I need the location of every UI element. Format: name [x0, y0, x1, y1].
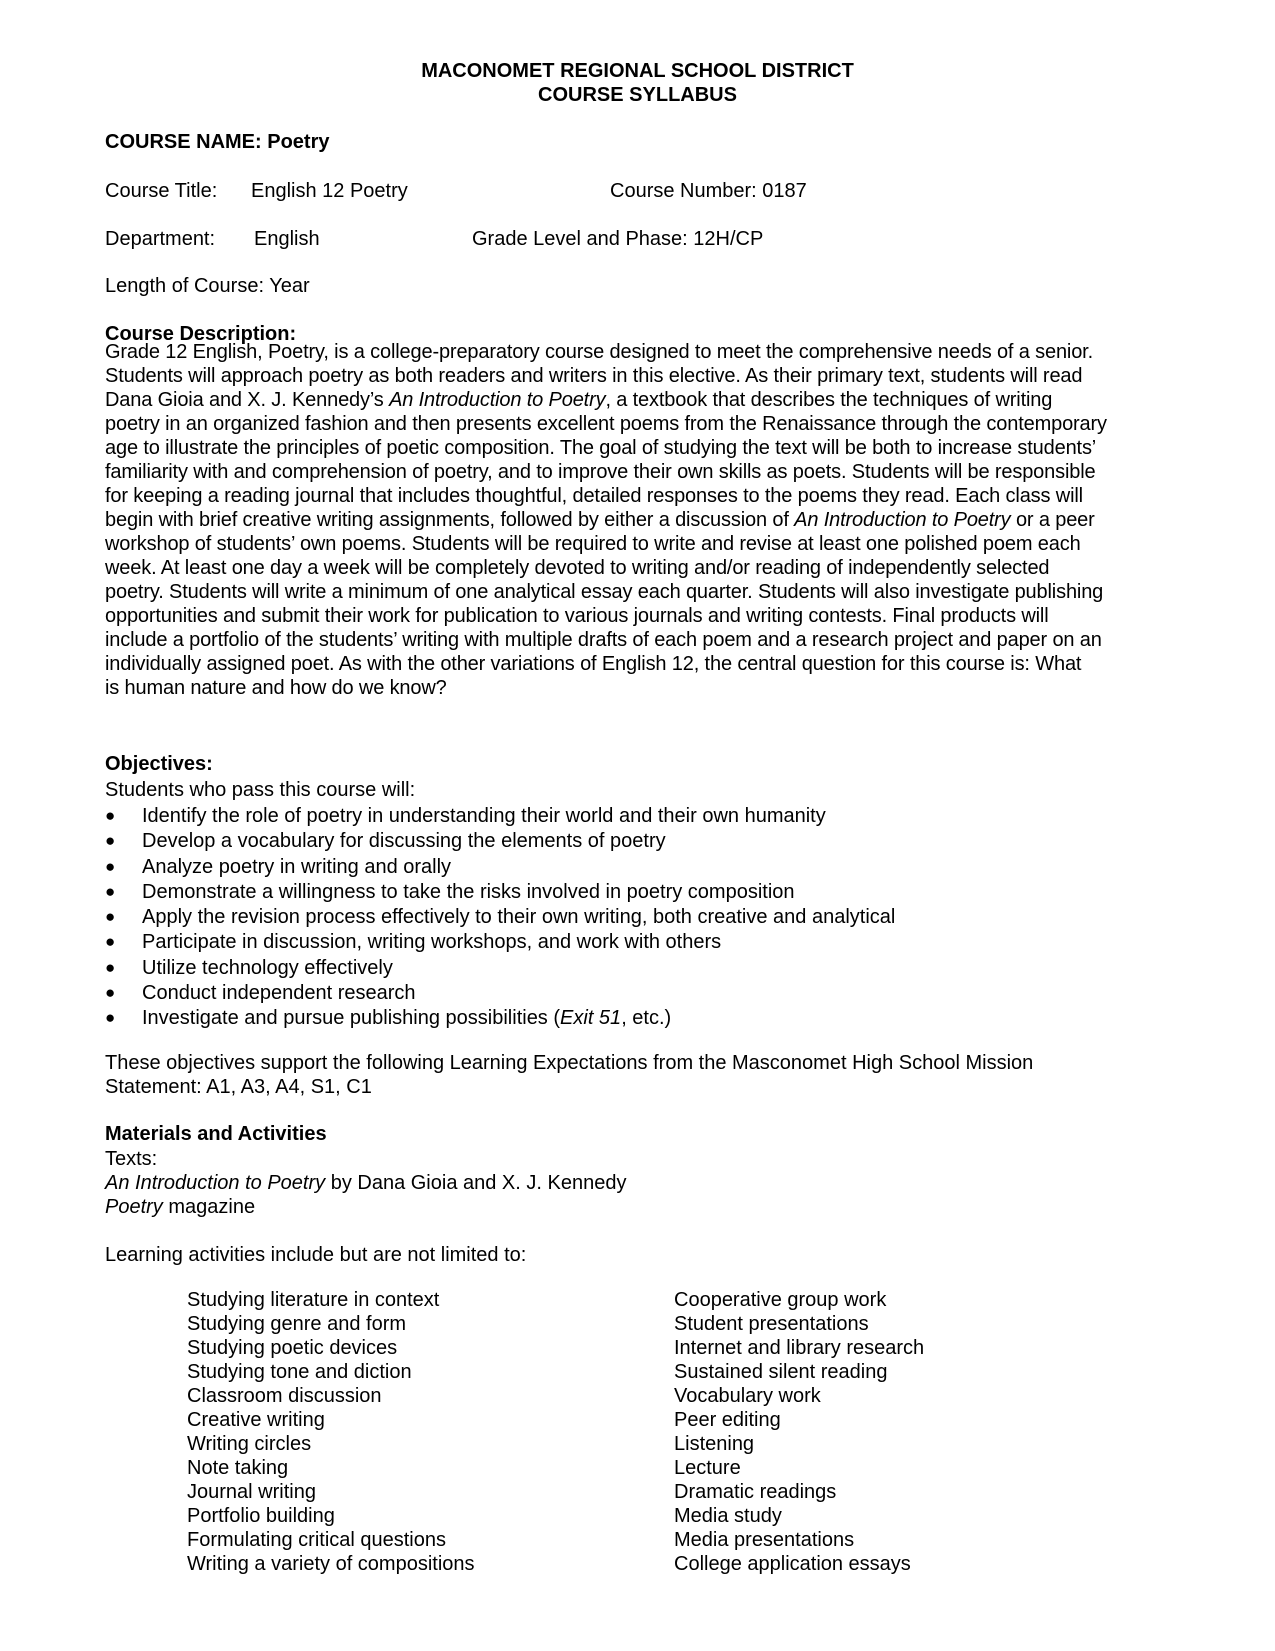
activity-item: Studying literature in context — [187, 1289, 440, 1311]
course-title-value: English 12 Poetry — [251, 180, 408, 202]
activity-item: Studying genre and form — [187, 1313, 407, 1335]
objective-item — [105, 880, 895, 905]
bullet-icon: ● — [105, 806, 116, 825]
bullet-icon: ● — [105, 881, 116, 901]
course-number: Course Number: 0187 — [610, 180, 807, 202]
activities-left-column — [187, 1288, 475, 1576]
text-run: Develop a vocabulary for discussing the elements of poetry — [142, 830, 666, 853]
activity-item: Sustained silent reading — [674, 1361, 888, 1383]
text-2-rest: magazine — [162, 1196, 256, 1218]
activity-item: Note taking — [187, 1457, 289, 1479]
description-line — [105, 388, 1175, 412]
italic-title: Exit 51 — [560, 1007, 622, 1030]
text-1 — [105, 1171, 626, 1195]
course-length: Length of Course: Year — [105, 275, 310, 297]
activity-item: Cooperative group work — [674, 1289, 887, 1311]
text-run: poetry. Students will write a minimum of one analytical essay each quarter. Students will also investigate publishing — [105, 581, 1104, 603]
description-line — [105, 484, 1175, 508]
text-run: Participate in discussion, writing workshops, and work with others — [142, 931, 722, 954]
description-heading: Course Description: — [105, 323, 297, 345]
description-line — [105, 412, 1175, 436]
objectives-heading: Objectives: — [105, 753, 213, 775]
bullet-icon: ● — [105, 856, 116, 876]
bullet-icon: ● — [105, 932, 116, 952]
text-run: poetry in an organized fashion and then presents excellent poems from the Renaissance through the contemporary — [105, 413, 1107, 435]
objective-item — [105, 981, 895, 1006]
description-line — [105, 652, 1175, 676]
text-run: workshop of students’ own poems. Students will be required to write and revise at least one polished poem each — [105, 533, 1081, 555]
activity-item: Dramatic readings — [674, 1481, 837, 1503]
document-header — [0, 59, 1275, 107]
activity-item: Writing circles — [187, 1433, 312, 1455]
description-line — [105, 436, 1175, 460]
texts-label: Texts: — [105, 1148, 158, 1170]
text-1-title: An Introduction to Poetry — [105, 1172, 326, 1194]
description-line — [105, 676, 1175, 700]
objective-item — [105, 956, 895, 981]
description-line — [105, 604, 1175, 628]
description-line — [105, 364, 1175, 388]
description-line — [105, 460, 1175, 484]
text-run: for keeping a reading journal that includes thoughtful, detailed responses to the poems they read. Each class will — [105, 485, 1083, 507]
text-1-authors: by Dana Gioia and X. J. Kennedy — [325, 1172, 627, 1194]
grade-level: Grade Level and Phase: 12H/CP — [472, 228, 764, 250]
bullet-icon: ● — [105, 907, 116, 927]
activity-item: Formulating critical questions — [187, 1529, 446, 1551]
italic-title: An Introduction to Poetry — [794, 509, 1011, 531]
text-run: Dana Gioia and X. J. Kennedy’s — [105, 389, 390, 411]
activities-intro: Learning activities include but are not limited to: — [105, 1244, 527, 1266]
bullet-icon: ● — [105, 1008, 116, 1028]
text-run: begin with brief creative writing assignments, followed by either a discussion of — [105, 509, 795, 531]
learning-expectations-line-2: Statement: A1, A3, A4, S1, C1 — [105, 1076, 372, 1098]
activity-item: Media study — [674, 1505, 782, 1527]
activity-item: Studying poetic devices — [187, 1337, 398, 1359]
activity-item: Peer editing — [674, 1409, 781, 1431]
text-run: individually assigned poet. As with the other variations of English 12, the central question for this course is: What — [105, 653, 1082, 675]
objectives-intro: Students who pass this course will: — [105, 779, 416, 801]
italic-title: An Introduction to Poetry — [389, 389, 606, 411]
description-line — [105, 556, 1175, 580]
description-line — [105, 532, 1175, 556]
description-line — [105, 508, 1175, 532]
text-2 — [105, 1195, 255, 1219]
activities-right-column — [674, 1288, 924, 1576]
description-line — [105, 580, 1175, 604]
objective-item — [105, 855, 895, 880]
objective-item — [105, 930, 895, 955]
course-title-label: Course Title: — [105, 180, 218, 202]
course-description — [105, 340, 1175, 700]
objective-item — [105, 804, 895, 829]
objective-item — [105, 905, 895, 930]
text-run: , a textbook that describes the techniques of writing — [605, 389, 1053, 411]
objective-item — [105, 829, 895, 854]
text-run: or a peer — [1010, 509, 1095, 531]
materials-heading: Materials and Activities — [105, 1123, 327, 1145]
text-run: Demonstrate a willingness to take the risks involved in poetry composition — [142, 880, 795, 903]
objectives-list — [105, 804, 895, 1032]
activity-item: Vocabulary work — [674, 1385, 821, 1407]
text-run: familiarity with and comprehension of poetry, and to improve their own skills as poets. Students will be responsible — [105, 461, 1096, 483]
department-value: English — [254, 228, 320, 250]
activity-item: College application essays — [674, 1553, 911, 1575]
course-name: COURSE NAME: Poetry — [105, 131, 330, 153]
document-type: COURSE SYLLABUS — [538, 84, 737, 106]
text-2-title: Poetry — [105, 1196, 163, 1218]
bullet-icon: ● — [105, 983, 116, 1003]
text-run: week. At least one day a week will be completely devoted to writing and/or reading of independently selected — [105, 557, 1050, 579]
text-run: include a portfolio of the students’ writing with multiple drafts of each poem and a research project and paper on an — [105, 629, 1102, 651]
learning-expectations-line-1: These objectives support the following Learning Expectations from the Masconomet High School Mission — [105, 1052, 1034, 1074]
bullet-icon: ● — [105, 957, 116, 977]
activity-item: Lecture — [674, 1457, 741, 1479]
activity-item: Writing a variety of compositions — [187, 1553, 475, 1575]
district-name: MACONOMET REGIONAL SCHOOL DISTRICT — [421, 60, 854, 82]
activity-item: Listening — [674, 1433, 755, 1455]
text-run: Apply the revision process effectively to their own writing, both creative and analytical — [142, 906, 896, 929]
bullet-icon: ● — [105, 831, 116, 851]
text-run: Investigate and pursue publishing possibilities ( — [142, 1007, 561, 1030]
text-run: Identify the role of poetry in understanding their world and their own humanity — [142, 805, 826, 827]
activity-item: Classroom discussion — [187, 1385, 382, 1407]
text-run: Students will approach poetry as both readers and writers in this elective. As their primary text, students will read — [105, 365, 1083, 387]
text-run: Utilize technology effectively — [142, 956, 393, 979]
activity-item: Portfolio building — [187, 1505, 335, 1527]
activity-item: Journal writing — [187, 1481, 316, 1503]
activity-item: Media presentations — [674, 1529, 855, 1551]
text-run: Conduct independent research — [142, 982, 416, 1005]
text-run: opportunities and submit their work for publication to various journals and writing contests. Final products will — [105, 605, 1049, 627]
text-run: age to illustrate the principles of poetic composition. The goal of studying the text will be both to increase students’ — [105, 437, 1097, 459]
activity-item: Studying tone and diction — [187, 1361, 412, 1383]
text-run: is human nature and how do we know? — [105, 677, 447, 699]
activity-item: Student presentations — [674, 1313, 869, 1335]
department-label: Department: — [105, 228, 216, 250]
description-line — [105, 628, 1175, 652]
activity-item: Internet and library research — [674, 1337, 925, 1359]
text-run: Analyze poetry in writing and orally — [142, 855, 452, 878]
text-run: , etc.) — [621, 1007, 672, 1030]
text-run: Grade 12 English, Poetry, is a college-preparatory course designed to meet the comprehensive needs of a senior. — [105, 341, 1093, 363]
description-line — [105, 340, 1175, 364]
activity-item: Creative writing — [187, 1409, 325, 1431]
objective-item — [105, 1006, 895, 1031]
